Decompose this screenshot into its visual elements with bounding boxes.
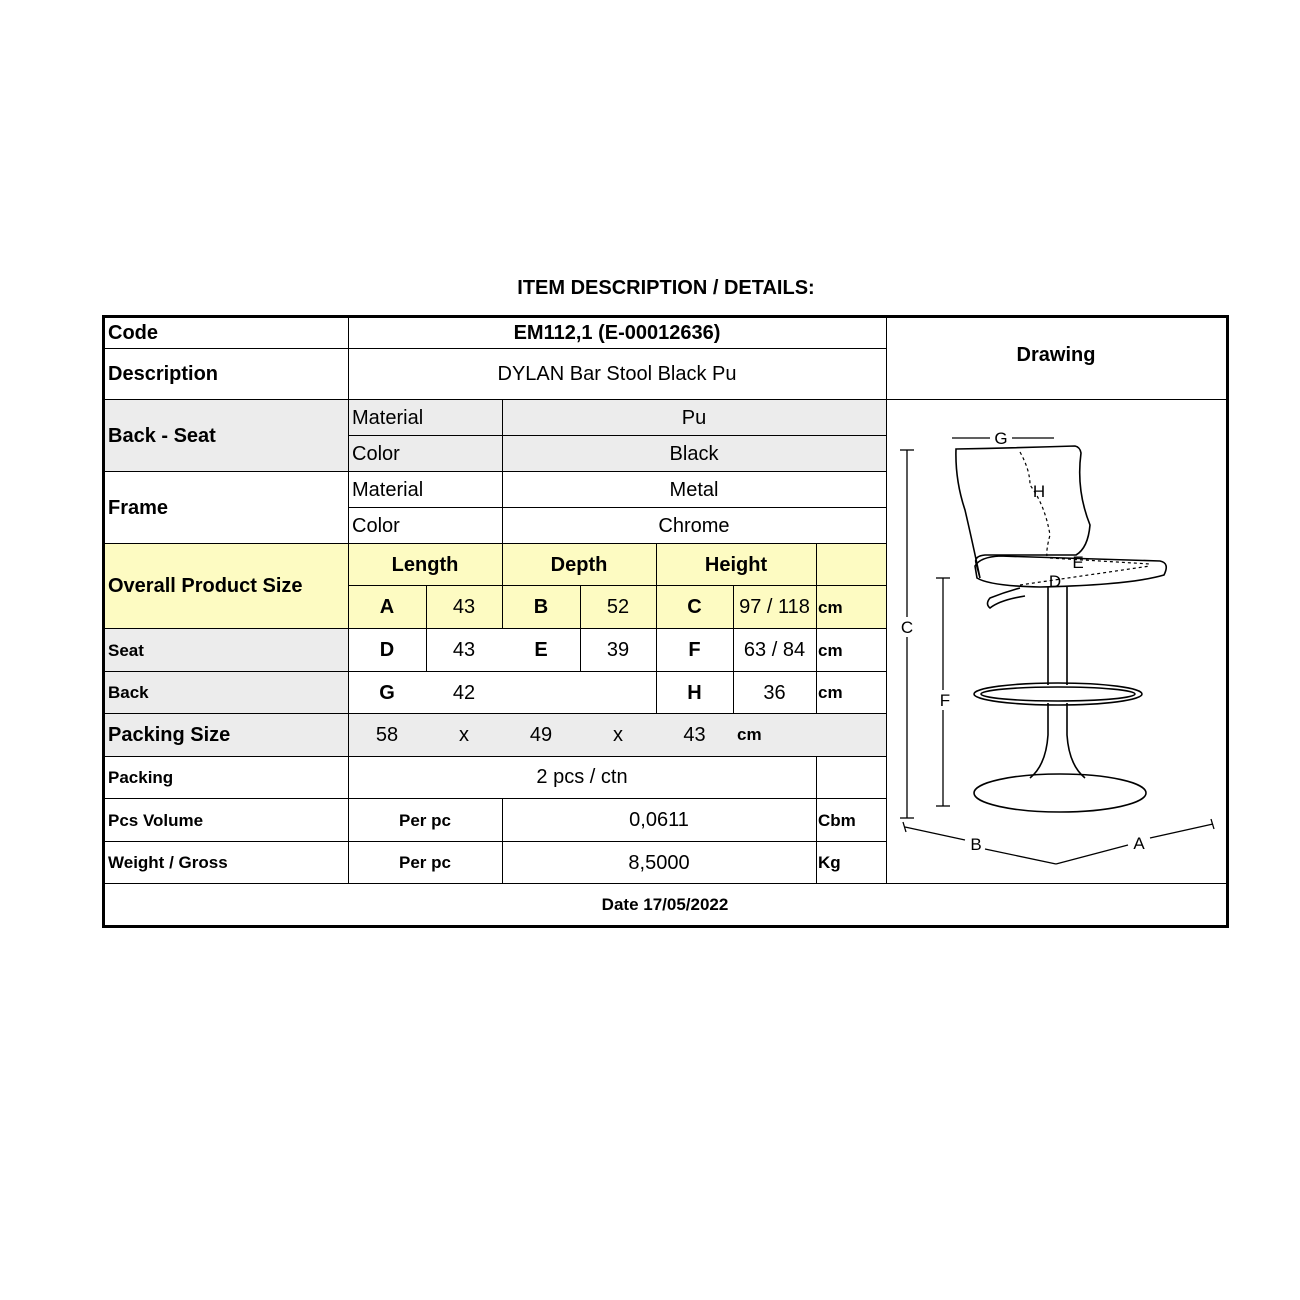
back-unit: cm — [818, 683, 843, 702]
grid-line — [886, 317, 887, 884]
dimension-lines — [900, 438, 1214, 864]
pcs-volume-label: Pcs Volume — [108, 810, 204, 830]
pcs-volume-value: 0,0611 — [629, 809, 689, 831]
packing-value: 2 pcs / ctn — [536, 766, 628, 788]
dim-d-letter: D — [379, 639, 395, 661]
back-seat-color: Black — [669, 442, 719, 465]
packing-size-v2: 49 — [529, 723, 553, 746]
grid-line — [104, 671, 886, 672]
grid-line — [104, 348, 348, 349]
grid-line — [656, 544, 657, 714]
outer-border — [102, 315, 1229, 318]
frame-color: Chrome — [658, 514, 730, 537]
height-header: Height — [704, 553, 768, 576]
seat-unit: cm — [818, 640, 843, 660]
page-title: ITEM DESCRIPTION / DETAILS: — [517, 277, 815, 299]
outer-border — [1226, 315, 1229, 928]
dimension-guides — [1020, 452, 1150, 585]
weight-label: Weight / Gross — [108, 853, 228, 872]
seat-label: Seat — [108, 640, 144, 660]
label-c: C — [900, 618, 914, 637]
back-label: Back — [108, 683, 149, 702]
grid-line — [348, 348, 886, 349]
frame-material-label: Material — [352, 478, 424, 501]
code-label: Code — [108, 321, 158, 344]
dim-b-value: 52 — [606, 596, 630, 618]
grid-line — [104, 399, 1226, 400]
frame-label: Frame — [108, 496, 169, 519]
pcs-volume-per: Per pc — [399, 810, 451, 830]
label-b: B — [970, 835, 982, 854]
packing-size-v1: 58 — [375, 723, 399, 746]
grid-line — [502, 400, 503, 629]
grid-line — [104, 883, 1226, 884]
back-seat-material: Pu — [681, 406, 707, 429]
packing-size-v3: 43 — [683, 723, 706, 746]
pcs-volume-unit: Cbm — [818, 810, 856, 830]
overall-size-label: Overall Product Size — [108, 575, 303, 597]
packing-size-x1: x — [459, 723, 469, 746]
label-f: F — [939, 691, 951, 710]
grid-line — [104, 628, 886, 629]
grid-line — [104, 543, 886, 544]
dim-a-letter: A — [379, 596, 395, 618]
dim-d-value: 43 — [452, 639, 476, 661]
dim-g-letter: G — [379, 681, 395, 704]
outer-border — [102, 925, 1229, 928]
grid-line — [580, 586, 581, 672]
back-seat-material-label: Material — [352, 406, 424, 429]
frame-material: Metal — [669, 478, 719, 501]
label-a: A — [1133, 834, 1145, 853]
dim-f-letter: F — [688, 639, 701, 661]
packing-size-unit: cm — [737, 725, 762, 744]
depth-header: Depth — [550, 553, 608, 576]
grid-line — [104, 841, 886, 842]
description-value: DYLAN Bar Stool Black Pu — [497, 363, 737, 385]
date-footer: Date 17/05/2022 — [601, 895, 729, 914]
label-h: H — [1032, 482, 1046, 501]
label-d: D — [1048, 572, 1062, 591]
back-seat-color-label: Color — [352, 442, 400, 465]
length-header: Length — [391, 553, 459, 576]
code-value: EM112,1 (E-00012636) — [513, 321, 721, 344]
grid-line — [104, 798, 886, 799]
grid-line — [816, 756, 817, 884]
stool-outline — [956, 446, 1166, 812]
dim-e-value: 39 — [606, 639, 630, 661]
grid-line — [426, 586, 427, 672]
grid-line — [348, 435, 886, 436]
weight-per: Per pc — [399, 853, 451, 872]
weight-unit: Kg — [818, 853, 841, 872]
dim-a-value: 43 — [452, 596, 476, 618]
packing-label: Packing — [108, 767, 174, 787]
label-g: G — [994, 429, 1008, 448]
frame-color-label: Color — [352, 514, 400, 537]
dim-h-value: 36 — [763, 681, 786, 704]
grid-line — [104, 713, 886, 714]
grid-line — [348, 585, 886, 586]
back-seat-label: Back - Seat — [108, 424, 216, 447]
grid-line — [348, 317, 349, 884]
grid-line — [733, 586, 734, 714]
drawing-header: Drawing — [1016, 344, 1096, 366]
dim-e-letter: E — [534, 639, 548, 661]
grid-line — [816, 544, 817, 714]
dim-f-value: 63 / 84 — [743, 639, 806, 661]
grid-line — [104, 471, 886, 472]
dimension-letters — [901, 429, 1145, 854]
grid-line — [348, 507, 886, 508]
grid-line — [104, 756, 886, 757]
dim-g-value: 42 — [452, 681, 476, 704]
description-label: Description — [108, 363, 219, 385]
dim-h-letter: H — [687, 681, 702, 704]
label-e: E — [1072, 553, 1084, 572]
weight-value: 8,5000 — [628, 851, 690, 874]
packing-size-label: Packing Size — [108, 723, 231, 746]
dim-b-letter: B — [533, 596, 549, 618]
grid-line — [502, 799, 503, 884]
dim-c-letter: C — [687, 596, 702, 618]
packing-size-x2: x — [613, 723, 623, 746]
overall-unit: cm — [818, 597, 843, 617]
outer-border — [102, 315, 105, 928]
dim-c-value: 97 / 118 — [739, 596, 810, 618]
